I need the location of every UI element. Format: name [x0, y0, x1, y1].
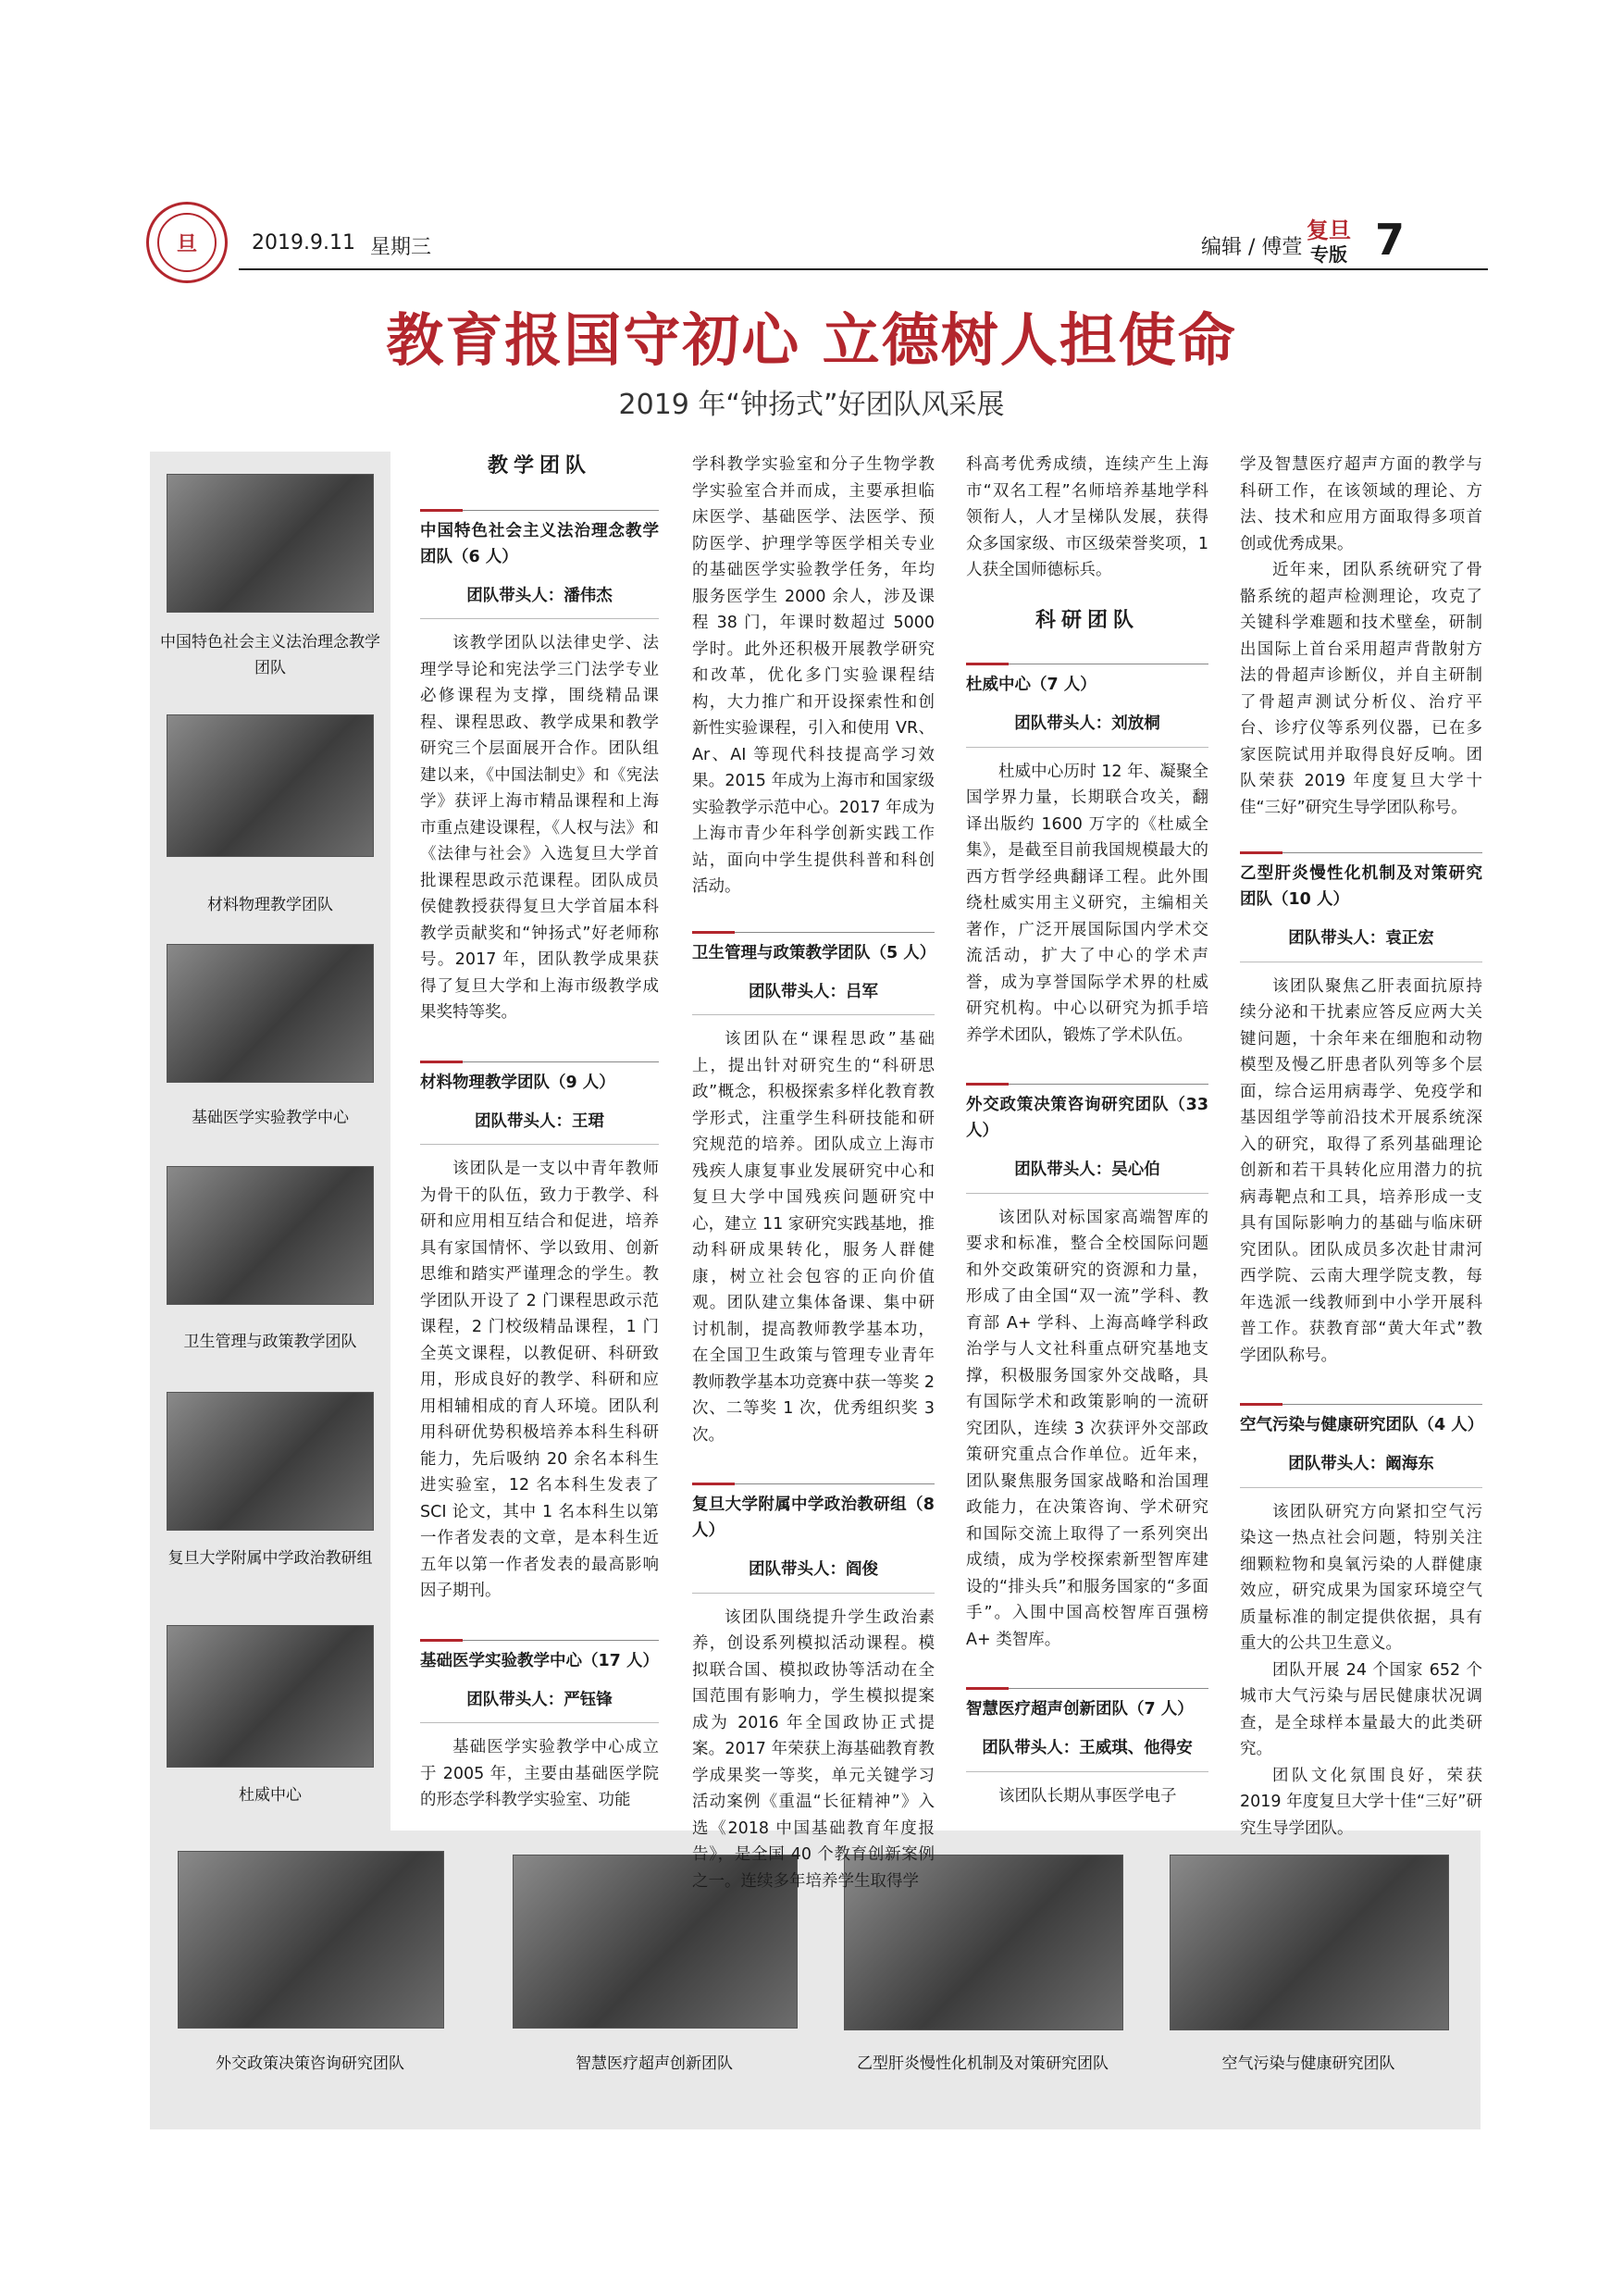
header-rule: [239, 268, 1488, 270]
caption-smart-ultrasound: 智慧医疗超声创新团队: [576, 2054, 733, 2073]
editor-credit: 编辑 / 傅萱: [1201, 236, 1303, 259]
team-leader: 团队带头人：王珺: [420, 1109, 659, 1146]
team-leader: 团队带头人：阚海东: [1240, 1451, 1482, 1488]
caption-dewey-center: 杜威中心: [239, 1786, 302, 1805]
caption-hepatitis: 乙型肝炎慢性化机制及对策研究团队: [857, 2054, 1109, 2073]
team-leader: 团队带头人：袁正宏: [1240, 925, 1482, 962]
team-divider: [420, 1631, 659, 1641]
photo-affiliated-school: [167, 1392, 374, 1531]
paper-name: 复旦: [1307, 217, 1351, 243]
team-leader: 团队带头人：严钰锋: [420, 1687, 659, 1724]
issue-weekday: 星期三: [370, 236, 432, 259]
text-column-1: [420, 452, 659, 1814]
team-description: 该团队聚焦乙肝表面抗原持续分泌和干扰素应答反应两大关键问题，十余年来在细胞和动物模型及慢乙肝患者队列等多个层面，综合运用病毒学、免疫学和基因组学等前沿技术开展系统深入的研究，取得了系列基础理论创新和若干具转化应用潜力的抗病毒靶点和工具，培养形成一支具有国际影响力的基础与临床研究团队。团队成员多次赴甘肃河西学院、云南大理学院支教，每年选派一线教师到中小学开展科普工作。获教育部“黄大年式”教学团队称号。: [1240, 976, 1482, 1365]
team-description: 该团队研究方向紧扣空气污染这一热点社会问题，特别关注细颗粒物和臭氧污染的人群健康效应，研究成果为国家环境空气质量标准的制定提供依据，具有重大的公共卫生意义。: [1240, 1502, 1482, 1653]
team-leader: 团队带头人：阎俊: [692, 1557, 935, 1594]
team-name: 卫生管理与政策教学团队（5 人）: [692, 943, 936, 962]
continued-text: 科高考优秀成绩，连续产生上海市“双名工程”名师培养基地学科领衔人，人才呈梯队发展，获得众多国家级、市区级荣誉奖项，1 人获全国师德标兵。: [966, 455, 1208, 579]
team-block: [966, 1074, 1208, 1653]
team-description: 基础医学实验教学中心成立于 2005 年，主要由基础医学院的形态学科教学实验室、功能: [420, 1738, 659, 1809]
continued-text: 学科教学实验室和分子生物学教学实验室合并而成，主要承担临床医学、基础医学、法医学、预防医学、护理学等医学相关专业的基础医学实验教学任务，年均服务医学生 2000 余人，涉及课程 38 门，年课时数超过 5000 学时。此外还积极开展教学研究和改革，优化多门实验课程结构，大力推广和开设探索性和创新性实验课程，引入和使用 VR、Ar、AI 等现代科技提高学习效果。2015 年成为上海市和国家级实验教学示范中心。2017 年成为上海市青少年科学创新实践工作站，面向中学生提供科普和科创活动。: [692, 455, 935, 896]
logo-emblem: 旦: [157, 213, 217, 272]
paper-masthead: [1303, 218, 1355, 267]
continued-text: 学及智慧医疗超声方面的教学与科研工作，在该领域的理论、方法、技术和应用方面取得多项首创或优秀成果。: [1240, 455, 1482, 553]
team-description: 该团队在“课程思政”基础上，提出针对研究生的“科研思政”概念，积极探索多样化教育教学形式，注重学生科研技能和研究规范的培养。团队成立上海市残疾人康复事业发展研究中心和复旦大学中国残疾问题研究中心，建立 11 家研究实践基地，推动科研成果转化，服务人群健康，树立社会包容的正向价值观。团队建立集体备课、集中研讨机制，提高教师教学基本功，在全国卫生政策与管理专业青年教师教学基本功竞赛中获一等奖 2 次、二等奖 1 次，优秀组织奖 3 次。: [692, 1030, 935, 1445]
section-heading-research: 科研团队: [1035, 608, 1139, 632]
photo-law-team: [167, 474, 374, 613]
page-subtitle: 2019 年“钟扬式”好团队风采展: [618, 389, 1005, 421]
photo-materials-team: [167, 714, 374, 857]
text-column-4: [1240, 452, 1482, 1842]
team-name: 智慧医疗超声创新团队（7 人）: [966, 1700, 1194, 1719]
team-block: [420, 501, 659, 1026]
photo-air-pollution: [1170, 1855, 1449, 2030]
team-divider: [966, 1679, 1208, 1689]
photo-dewey-center: [167, 1625, 374, 1768]
team-leader: 团队带头人：王威琪、他得安: [966, 1735, 1208, 1772]
team-name: 中国特色社会主义法治理念教学团队（6 人）: [420, 521, 659, 566]
team-description: 该团队是一支以中青年教师为骨干的队伍，致力于教学、科研和应用相互结合和促进，培养具有家国情怀、学以致用、创新思维和踏实严谨理念的学生。教学团队开设了 2 门课程思政示范课程，2 门校级精品课程，1 门全英文课程，以教促研、科研致用，形成良好的教学、科研和应用相辅相成的育人环境。团队利用科研优势积极培养本科生科研能力，先后吸纳 20 余名本科生进实验室，12 名本科生发表了 SCI 论文，其中 1 名本科生以第一作者发表的文章，是本科生近五年以第一作者发表的最高影响因子期刊。: [420, 1160, 659, 1600]
team-divider: [966, 1074, 1208, 1085]
team-leader: 团队带头人：吴心伯: [966, 1157, 1208, 1194]
team-block: [692, 1474, 935, 1894]
team-divider: [1240, 1395, 1482, 1405]
caption-air-pollution: 空气污染与健康研究团队: [1221, 2054, 1395, 2073]
team-name: 乙型肝炎慢性化机制及对策研究团队（10 人）: [1240, 864, 1482, 909]
caption-basic-medicine: 基础医学实验教学中心: [192, 1109, 349, 1127]
fudan-logo: [146, 202, 228, 283]
team-block: [966, 1679, 1208, 1809]
team-name: 材料物理教学团队（9 人）: [420, 1073, 615, 1092]
team-description: 杜威中心历时 12 年、凝聚全国学界力量，长期联合攻关，翻译出版约 1600 万字的《杜威全集》，是截至目前我国规模最大的西方哲学经典翻译工程。此外围绕杜威实用主义研究，主编相关著作，广泛开展国际国内学术交流活动，扩大了中心的学术声誉，成为享誉国际学术界的杜威研究机构。中心以研究为抓手培养学术团队，锻炼了学术队伍。: [966, 762, 1208, 1045]
photo-foreign-policy: [178, 1851, 444, 2029]
team-block: [420, 1052, 659, 1605]
team-name: 外交政策决策咨询研究团队（33 人）: [966, 1096, 1208, 1140]
team-block: [1240, 843, 1482, 1369]
team-block: [420, 1631, 659, 1814]
team-description: 该团队对标国家高端智库的要求和标准，整合全校国际问题和外交政策研究的资源和力量，形成了由全国“双一流”学科、教育部 A+ 学科、上海高峰学科政治学与人文社科重点研究基地支撑，积极服务国家外交战略，具有国际学术和政策影响的一流研究团队，连续 3 次获评外交部政策研究重点合作单位。近年来，团队聚焦服务国家战略和治国理政能力，在决策咨询、学术研究和国际交流上取得了一系列突出成绩，成为学校探索新型智库建设的“排头兵”和服务国家的“多面手”。入围中国高校智库百强榜 A+ 类智库。: [966, 1208, 1208, 1649]
page-title: 教育报国守初心 立德树人担使命: [386, 306, 1237, 374]
caption-health-policy: 卫生管理与政策教学团队: [183, 1333, 357, 1351]
team-description: 近年来，团队系统研究了骨骼系统的超声检测理论，攻克了关键科学难题和技术壁垒，研制出国际上首台采用超声背散射方法的骨超声诊断仪，并自主研制了骨超声测试分析仪、治疗平台、诊疗仪等系列仪器，已在多家医院试用并取得良好反响。团队荣获 2019 年度复旦大学十佳“三好”研究生导学团队称号。: [1240, 561, 1482, 817]
team-name: 空气污染与健康研究团队（4 人）: [1240, 1416, 1484, 1434]
team-name: 复旦大学附属中学政治教研组（8 人）: [692, 1496, 935, 1540]
team-divider: [966, 654, 1208, 664]
text-column-3: [966, 452, 1208, 1809]
section-heading-teaching: 教学团队: [487, 454, 591, 478]
edition-label: 专版: [1310, 243, 1347, 266]
team-description: 团队文化氛围良好，荣获 2019 年度复旦大学十佳“三好”研究生导学团队。: [1240, 1766, 1482, 1838]
team-leader: 团队带头人：潘伟杰: [420, 583, 659, 620]
page-number: 7: [1375, 215, 1406, 265]
issue-date: 2019.9.11: [252, 231, 355, 254]
team-divider: [420, 1052, 659, 1062]
caption-materials-team: 材料物理教学团队: [207, 896, 333, 914]
team-divider: [1240, 843, 1482, 853]
team-description: 该团队围绕提升学生政治素养，创设系列模拟活动课程。模拟联合国、模拟政协等活动在全国范围有影响力，学生模拟提案成为 2016 年全国政协正式提案。2017 年荣获上海基础教育教学成果奖一等奖，单元关键学习活动案例《重温“长征精神”》入选《2018 中国基础教育年度报告》，是全国 40 个教育创新案例之一。连续多年培养学生取得学: [692, 1607, 935, 1891]
caption-foreign-policy: 外交政策决策咨询研究团队: [216, 2054, 404, 2073]
team-name: 基础医学实验教学中心（17 人）: [420, 1651, 659, 1670]
team-block: [1240, 1395, 1482, 1842]
text-column-2: [692, 452, 935, 1894]
team-description: 团队开展 24 个国家 652 个城市大气污染与居民健康状况调查，是全球样本量最大的此类研究。: [1240, 1660, 1482, 1758]
caption-affiliated-school: 复旦大学附属中学政治教研组: [167, 1549, 373, 1568]
team-block: [692, 923, 935, 1449]
photo-basic-medicine: [167, 944, 374, 1083]
team-divider: [692, 923, 935, 933]
team-description: 该团队长期从事医学电子: [998, 1786, 1177, 1806]
caption-law-team: 中国特色社会主义法治理念教学团队: [160, 633, 380, 677]
team-divider: [692, 1474, 935, 1484]
team-block: [966, 654, 1208, 1049]
team-description: 该教学团队以法律史学、法理学导论和宪法学三门法学专业必修课程为支撑，围绕精品课程、课程思政、教学成果和教学研究三个层面展开合作。团队组建以来，《中国法制史》和《宪法学》获评上海市精品课程和上海市重点建设课程，《人权与法》和《法律与社会》入选复旦大学首批课程思政示范课程。团队成员侯健教授获得复旦大学首届本科教学贡献奖和“钟扬式”好老师称号。2017 年，团队教学成果获得了复旦大学和上海市级教学成果奖特等奖。: [420, 634, 659, 1022]
team-divider: [420, 501, 659, 511]
team-leader: 团队带头人：刘放桐: [966, 711, 1208, 748]
photo-health-policy: [167, 1166, 374, 1305]
team-leader: 团队带头人：吕军: [692, 979, 935, 1016]
team-name: 杜威中心（7 人）: [966, 676, 1096, 694]
